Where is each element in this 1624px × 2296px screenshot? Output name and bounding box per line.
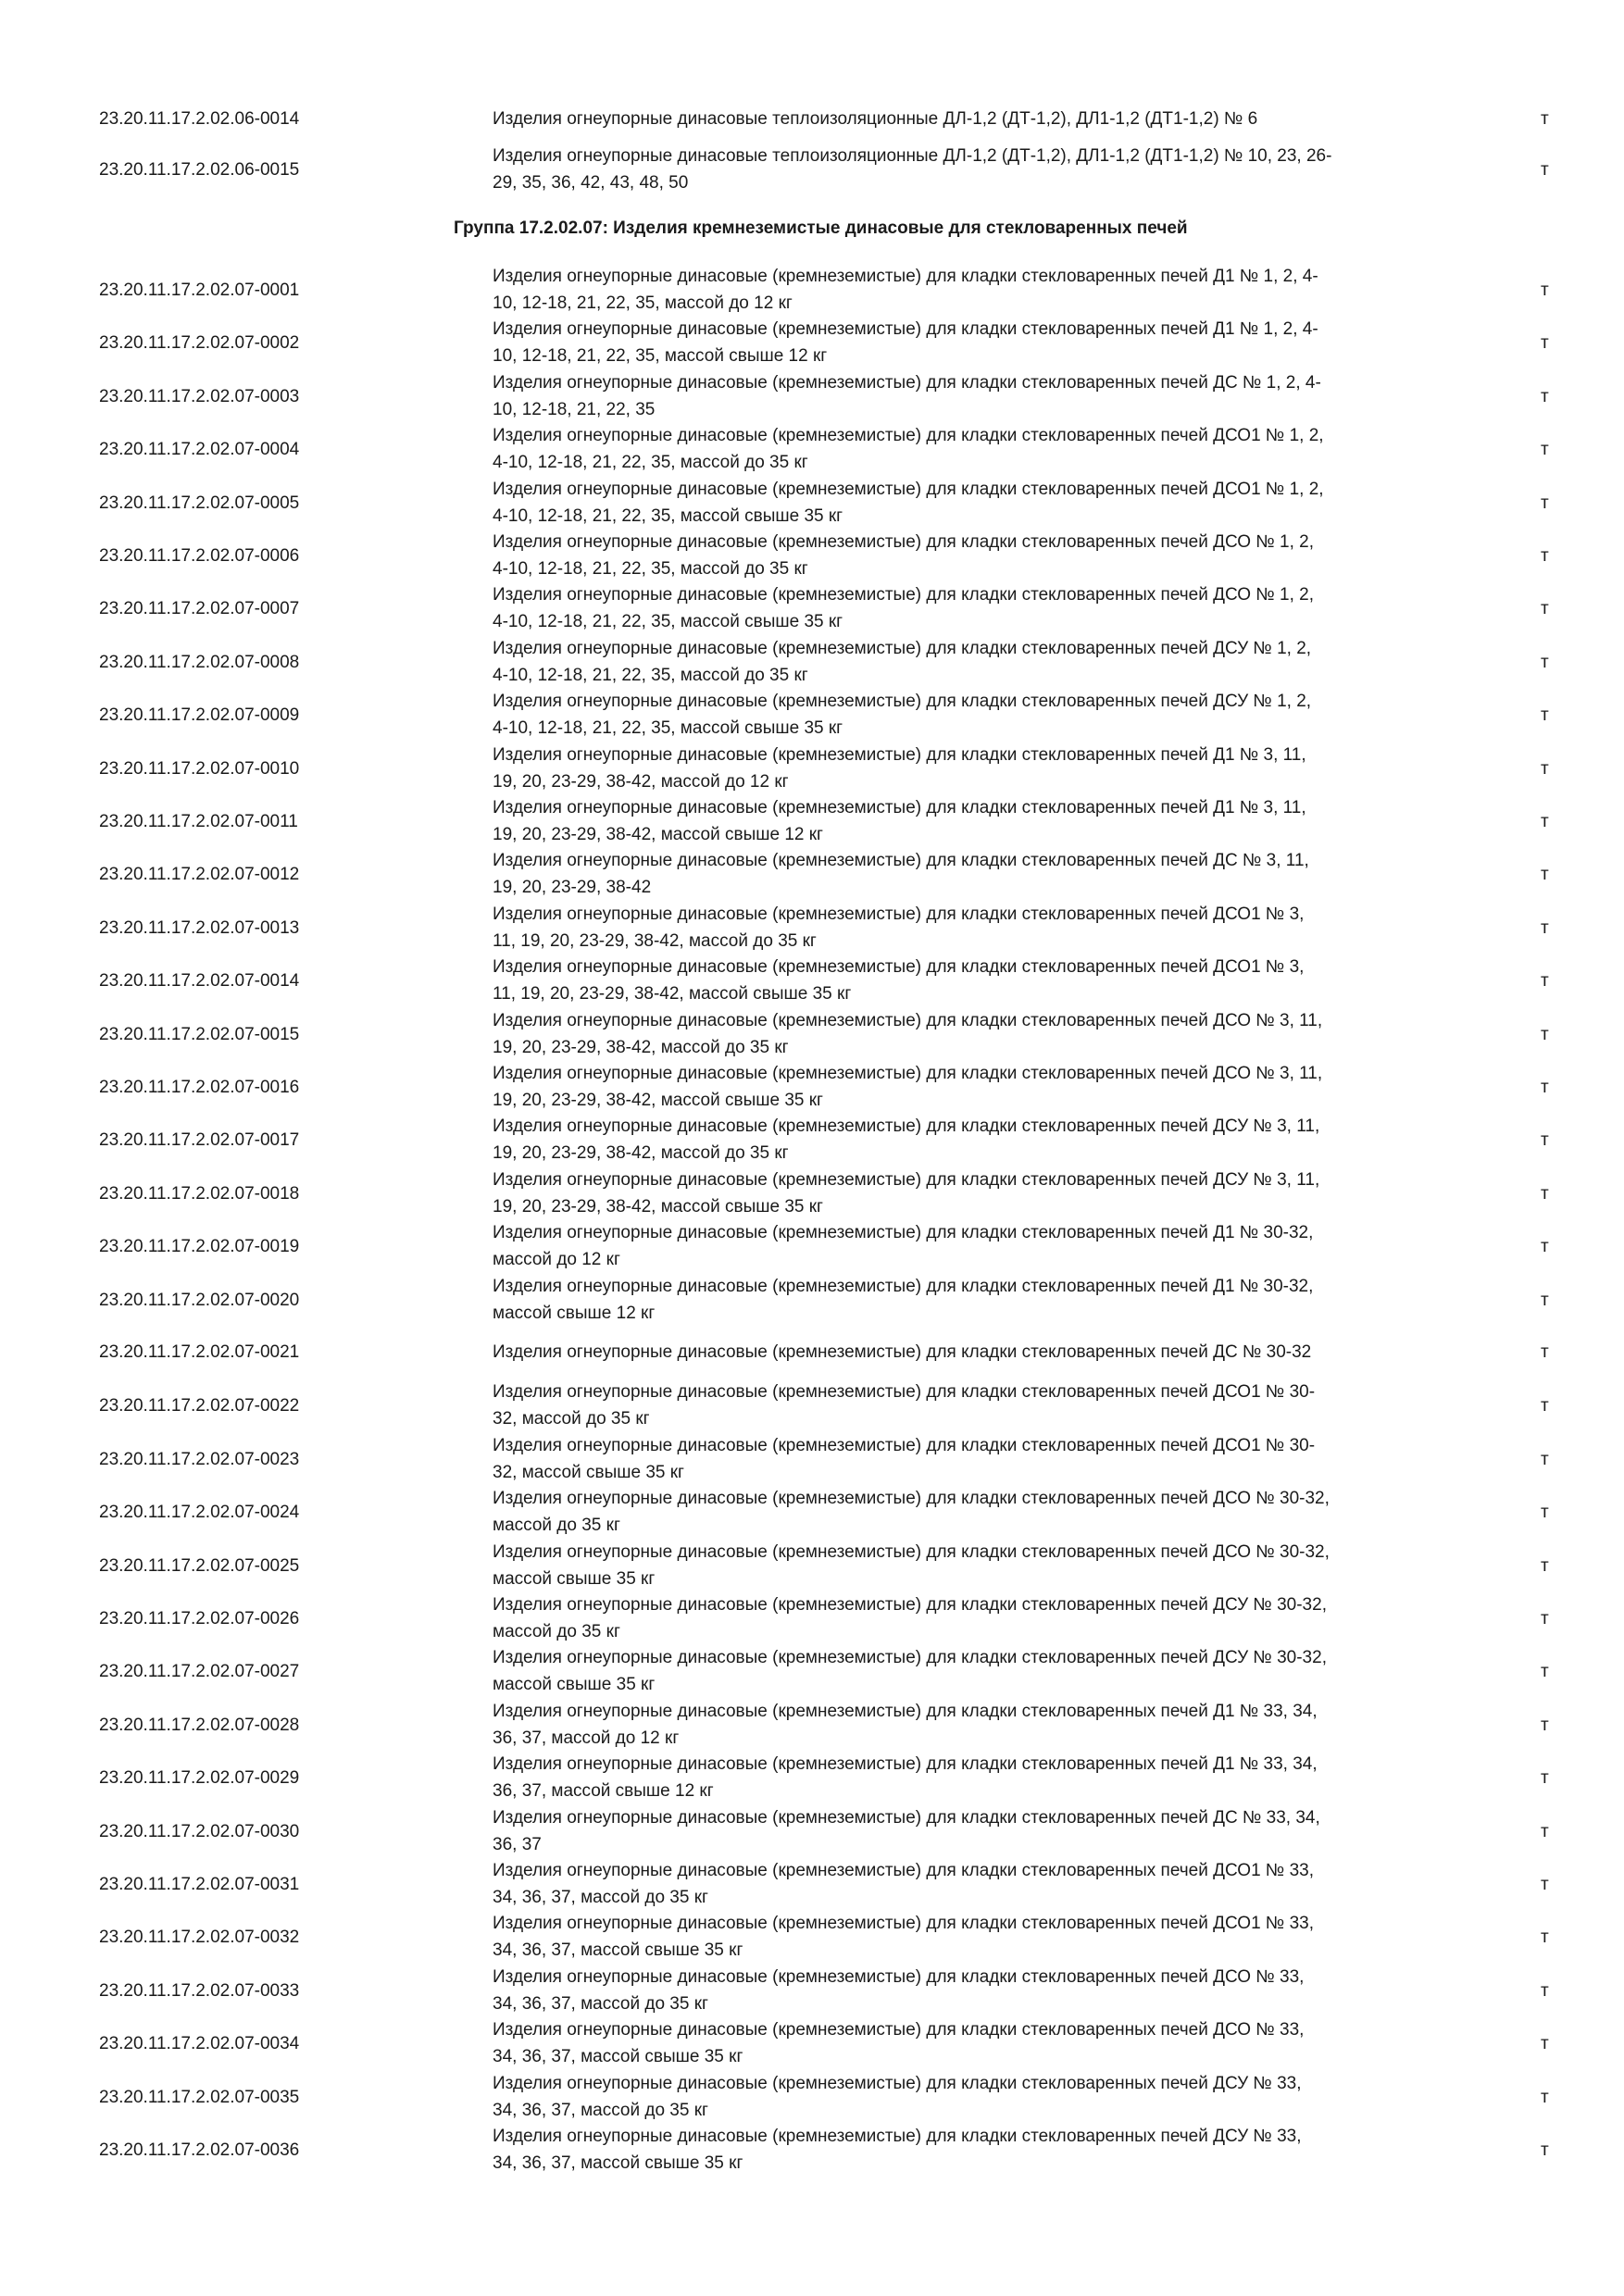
row-code: 23.20.11.17.2.02.07-0021 xyxy=(99,1342,300,1362)
row-code: 23.20.11.17.2.02.07-0017 xyxy=(99,1129,300,1150)
row-unit: т xyxy=(1541,109,1549,129)
row-unit: т xyxy=(1541,1980,1549,2001)
row-unit: т xyxy=(1541,386,1549,406)
row-code: 23.20.11.17.2.02.06-0014 xyxy=(99,109,300,129)
row-description: Изделия огнеупорные динасовые (кремнеземистые) для кладки стекловаренных печей ДС № 33, 34, xyxy=(493,1808,1320,1828)
row-description: Изделия огнеупорные динасовые (кремнеземистые) для кладки стекловаренных печей ДС № 3, 11, xyxy=(493,851,1309,870)
row-description: 34, 36, 37, массой до 35 кг xyxy=(493,1888,708,1907)
row-description: 19, 20, 23-29, 38-42, массой свыше 12 кг xyxy=(493,825,823,844)
row-code: 23.20.11.17.2.02.07-0003 xyxy=(99,386,300,406)
row-code: 23.20.11.17.2.02.06-0015 xyxy=(99,159,300,180)
row-description: 4-10, 12-18, 21, 22, 35, массой свыше 35 кг xyxy=(493,718,843,738)
row-description: Изделия огнеупорные динасовые (кремнеземистые) для кладки стекловаренных печей ДСО № 3, 11, xyxy=(493,1011,1323,1030)
row-description: Изделия огнеупорные динасовые (кремнеземистые) для кладки стекловаренных печей ДСО № 1, 2, xyxy=(493,532,1314,552)
row-code: 23.20.11.17.2.02.07-0007 xyxy=(99,598,300,618)
row-unit: т xyxy=(1541,1236,1549,1256)
row-unit: т xyxy=(1541,1715,1549,1735)
row-code: 23.20.11.17.2.02.07-0005 xyxy=(99,493,300,513)
row-code: 23.20.11.17.2.02.07-0020 xyxy=(99,1290,300,1310)
row-description: Изделия огнеупорные динасовые (кремнеземистые) для кладки стекловаренных печей ДСО1 № 3, xyxy=(493,957,1305,977)
row-unit: т xyxy=(1541,1395,1549,1416)
row-description: Изделия огнеупорные динасовые (кремнеземистые) для кладки стекловаренных печей Д1 № 1, 2, 4- xyxy=(493,267,1318,286)
row-unit: т xyxy=(1541,1767,1549,1788)
row-description: Изделия огнеупорные динасовые (кремнеземистые) для кладки стекловаренных печей ДСУ № 1, 2, xyxy=(493,692,1312,711)
row-code: 23.20.11.17.2.02.07-0001 xyxy=(99,280,300,300)
row-description: Изделия огнеупорные динасовые (кремнеземистые) для кладки стекловаренных печей ДСУ № 30-32, xyxy=(493,1648,1327,1667)
row-description: Изделия огнеупорные динасовые (кремнеземистые) для кладки стекловаренных печей ДСО № 30-32, xyxy=(493,1489,1330,1508)
row-unit: т xyxy=(1541,1874,1549,1894)
row-description: 29, 35, 36, 42, 43, 48, 50 xyxy=(493,173,689,193)
row-unit: т xyxy=(1541,1661,1549,1681)
row-code: 23.20.11.17.2.02.07-0015 xyxy=(99,1024,300,1044)
row-code: 23.20.11.17.2.02.07-0016 xyxy=(99,1077,300,1097)
row-code: 23.20.11.17.2.02.07-0035 xyxy=(99,2087,300,2107)
row-description: Изделия огнеупорные динасовые (кремнеземистые) для кладки стекловаренных печей ДСО № 3, 11, xyxy=(493,1064,1323,1083)
row-description: 19, 20, 23-29, 38-42, массой свыше 35 кг xyxy=(493,1091,823,1110)
row-description: 36, 37, массой до 12 кг xyxy=(493,1728,680,1748)
row-description: Изделия огнеупорные динасовые (кремнеземистые) для кладки стекловаренных печей Д1 № 3, 11, xyxy=(493,798,1306,817)
row-code: 23.20.11.17.2.02.07-0012 xyxy=(99,864,300,884)
row-description: Изделия огнеупорные динасовые (кремнеземистые) для кладки стекловаренных печей ДСО1 № 33, xyxy=(493,1861,1314,1880)
row-code: 23.20.11.17.2.02.07-0025 xyxy=(99,1555,300,1576)
row-unit: т xyxy=(1541,2140,1549,2160)
row-description: Изделия огнеупорные динасовые (кремнеземистые) для кладки стекловаренных печей ДСО1 № 1, 2, xyxy=(493,480,1324,499)
row-description: Изделия огнеупорные динасовые (кремнеземистые) для кладки стекловаренных печей ДСО № 33, xyxy=(493,1967,1305,1987)
row-code: 23.20.11.17.2.02.07-0008 xyxy=(99,652,300,672)
row-description: 19, 20, 23-29, 38-42, массой свыше 35 кг xyxy=(493,1197,823,1217)
row-code: 23.20.11.17.2.02.07-0018 xyxy=(99,1183,300,1204)
row-description: массой до 35 кг xyxy=(493,1516,620,1535)
row-description: Изделия огнеупорные динасовые (кремнеземистые) для кладки стекловаренных печей Д1 № 33, 34, xyxy=(493,1702,1318,1721)
row-description: Изделия огнеупорные динасовые (кремнеземистые) для кладки стекловаренных печей ДСУ № 3, 11, xyxy=(493,1170,1320,1190)
row-code: 23.20.11.17.2.02.07-0019 xyxy=(99,1236,300,1256)
row-unit: т xyxy=(1541,1608,1549,1628)
row-code: 23.20.11.17.2.02.07-0014 xyxy=(99,970,300,991)
row-description: 19, 20, 23-29, 38-42, массой до 35 кг xyxy=(493,1038,789,1057)
row-code: 23.20.11.17.2.02.07-0031 xyxy=(99,1874,300,1894)
row-unit: т xyxy=(1541,2087,1549,2107)
row-description: Изделия огнеупорные динасовые (кремнеземистые) для кладки стекловаренных печей ДСО № 1, 2, xyxy=(493,585,1314,605)
row-description: Изделия огнеупорные динасовые (кремнеземистые) для кладки стекловаренных печей ДСУ № 3, 11, xyxy=(493,1117,1320,1136)
row-code: 23.20.11.17.2.02.07-0034 xyxy=(99,2033,300,2053)
row-description: 36, 37, массой свыше 12 кг xyxy=(493,1781,714,1801)
row-description: 4-10, 12-18, 21, 22, 35, массой до 35 кг xyxy=(493,453,808,472)
row-description: Изделия огнеупорные динасовые теплоизоляционные ДЛ-1,2 (ДТ-1,2), ДЛ1-1,2 (ДТ1-1,2) № 6 xyxy=(493,109,1258,129)
row-unit: т xyxy=(1541,598,1549,618)
row-unit: т xyxy=(1541,1927,1549,1947)
row-description: 19, 20, 23-29, 38-42, массой до 35 кг xyxy=(493,1143,789,1163)
row-code: 23.20.11.17.2.02.07-0006 xyxy=(99,545,300,566)
row-description: 11, 19, 20, 23-29, 38-42, массой свыше 35 кг xyxy=(493,984,852,1004)
row-code: 23.20.11.17.2.02.07-0029 xyxy=(99,1767,300,1788)
row-description: Изделия огнеупорные динасовые (кремнеземистые) для кладки стекловаренных печей Д1 № 3, 11, xyxy=(493,745,1306,765)
row-code: 23.20.11.17.2.02.07-0002 xyxy=(99,332,300,353)
row-code: 23.20.11.17.2.02.07-0009 xyxy=(99,705,300,725)
row-unit: т xyxy=(1541,1821,1549,1841)
row-unit: т xyxy=(1541,811,1549,831)
row-description: 4-10, 12-18, 21, 22, 35, массой до 35 кг xyxy=(493,666,808,685)
row-unit: т xyxy=(1541,758,1549,779)
row-description: 4-10, 12-18, 21, 22, 35, массой свыше 35 кг xyxy=(493,612,843,631)
row-code: 23.20.11.17.2.02.07-0024 xyxy=(99,1502,300,1522)
row-description: 34, 36, 37, массой свыше 35 кг xyxy=(493,2047,743,2066)
row-description: Изделия огнеупорные динасовые (кремнеземистые) для кладки стекловаренных печей ДСО1 № 3, xyxy=(493,905,1305,924)
row-description: 34, 36, 37, массой до 35 кг xyxy=(493,2101,708,2120)
row-unit: т xyxy=(1541,864,1549,884)
row-unit: т xyxy=(1541,970,1549,991)
row-description: массой до 12 кг xyxy=(493,1250,620,1269)
row-unit: т xyxy=(1541,1129,1549,1150)
row-description: Изделия огнеупорные динасовые теплоизоляционные ДЛ-1,2 (ДТ-1,2), ДЛ1-1,2 (ДТ1-1,2) № 10, 23, 26- xyxy=(493,146,1332,166)
row-unit: т xyxy=(1541,1290,1549,1310)
row-description: Изделия огнеупорные динасовые (кремнеземистые) для кладки стекловаренных печей ДСО1 № 30- xyxy=(493,1382,1316,1402)
row-description: 10, 12-18, 21, 22, 35, массой свыше 12 кг xyxy=(493,346,828,366)
row-code: 23.20.11.17.2.02.07-0010 xyxy=(99,758,300,779)
row-description: 10, 12-18, 21, 22, 35 xyxy=(493,400,656,419)
row-code: 23.20.11.17.2.02.07-0036 xyxy=(99,2140,300,2160)
row-code: 23.20.11.17.2.02.07-0028 xyxy=(99,1715,300,1735)
row-unit: т xyxy=(1541,545,1549,566)
row-description: Изделия огнеупорные динасовые (кремнеземистые) для кладки стекловаренных печей ДСО № 30-32, xyxy=(493,1542,1330,1562)
row-unit: т xyxy=(1541,652,1549,672)
row-unit: т xyxy=(1541,332,1549,353)
row-unit: т xyxy=(1541,1342,1549,1362)
row-description: 10, 12-18, 21, 22, 35, массой до 12 кг xyxy=(493,293,793,313)
row-code: 23.20.11.17.2.02.07-0027 xyxy=(99,1661,300,1681)
row-description: 19, 20, 23-29, 38-42 xyxy=(493,878,652,897)
row-unit: т xyxy=(1541,917,1549,938)
row-unit: т xyxy=(1541,2033,1549,2053)
row-code: 23.20.11.17.2.02.07-0013 xyxy=(99,917,300,938)
row-description: Изделия огнеупорные динасовые (кремнеземистые) для кладки стекловаренных печей ДСО1 № 33, xyxy=(493,1914,1314,1933)
row-code: 23.20.11.17.2.02.07-0022 xyxy=(99,1395,300,1416)
row-description: 4-10, 12-18, 21, 22, 35, массой до 35 кг xyxy=(493,559,808,579)
row-description: 11, 19, 20, 23-29, 38-42, массой до 35 кг xyxy=(493,931,817,951)
row-unit: т xyxy=(1541,1502,1549,1522)
row-description: массой до 35 кг xyxy=(493,1622,620,1641)
row-unit: т xyxy=(1541,705,1549,725)
row-description: Изделия огнеупорные динасовые (кремнеземистые) для кладки стекловаренных печей ДСУ № 30-32, xyxy=(493,1595,1327,1615)
row-description: Изделия огнеупорные динасовые (кремнеземистые) для кладки стекловаренных печей ДС № 30-32 xyxy=(493,1342,1312,1362)
row-description: Изделия огнеупорные динасовые (кремнеземистые) для кладки стекловаренных печей ДСО1 № 30- xyxy=(493,1436,1316,1455)
row-description: 36, 37 xyxy=(493,1835,542,1854)
row-unit: т xyxy=(1541,1183,1549,1204)
row-description: Изделия огнеупорные динасовые (кремнеземистые) для кладки стекловаренных печей ДСУ № 33, xyxy=(493,2127,1302,2146)
row-code: 23.20.11.17.2.02.07-0023 xyxy=(99,1449,300,1469)
row-code: 23.20.11.17.2.02.07-0033 xyxy=(99,1980,300,2001)
row-description: 19, 20, 23-29, 38-42, массой до 12 кг xyxy=(493,772,789,792)
row-description: массой свыше 35 кг xyxy=(493,1675,656,1694)
row-description: Изделия огнеупорные динасовые (кремнеземистые) для кладки стекловаренных печей ДСУ № 1, 2, xyxy=(493,639,1312,658)
row-description: массой свыше 12 кг xyxy=(493,1304,656,1323)
row-code: 23.20.11.17.2.02.07-0030 xyxy=(99,1821,300,1841)
row-code: 23.20.11.17.2.02.07-0011 xyxy=(99,811,298,831)
row-code: 23.20.11.17.2.02.07-0026 xyxy=(99,1608,300,1628)
row-description: 4-10, 12-18, 21, 22, 35, массой свыше 35 кг xyxy=(493,506,843,526)
row-unit: т xyxy=(1541,1555,1549,1576)
row-description: 34, 36, 37, массой до 35 кг xyxy=(493,1994,708,2014)
row-description: 34, 36, 37, массой свыше 35 кг xyxy=(493,1940,743,1960)
row-code: 23.20.11.17.2.02.07-0004 xyxy=(99,439,300,459)
row-unit: т xyxy=(1541,439,1549,459)
row-unit: т xyxy=(1541,280,1549,300)
row-description: массой свыше 35 кг xyxy=(493,1569,656,1589)
row-description: 32, массой свыше 35 кг xyxy=(493,1463,684,1482)
row-description: Изделия огнеупорные динасовые (кремнеземистые) для кладки стекловаренных печей Д1 № 33, 34, xyxy=(493,1754,1318,1774)
row-unit: т xyxy=(1541,1077,1549,1097)
row-code: 23.20.11.17.2.02.07-0032 xyxy=(99,1927,300,1947)
row-description: Изделия огнеупорные динасовые (кремнеземистые) для кладки стекловаренных печей Д1 № 1, 2, 4- xyxy=(493,319,1318,339)
row-description: Изделия огнеупорные динасовые (кремнеземистые) для кладки стекловаренных печей ДС № 1, 2, 4- xyxy=(493,373,1321,393)
row-description: 32, массой до 35 кг xyxy=(493,1409,650,1429)
row-description: Изделия огнеупорные динасовые (кремнеземистые) для кладки стекловаренных печей Д1 № 30-32, xyxy=(493,1223,1314,1242)
row-description: Изделия огнеупорные динасовые (кремнеземистые) для кладки стекловаренных печей ДСО1 № 1, 2, xyxy=(493,426,1324,445)
row-unit: т xyxy=(1541,1024,1549,1044)
row-description: Изделия огнеупорные динасовые (кремнеземистые) для кладки стекловаренных печей Д1 № 30-32, xyxy=(493,1277,1314,1296)
row-description: 34, 36, 37, массой свыше 35 кг xyxy=(493,2153,743,2173)
row-unit: т xyxy=(1541,1449,1549,1469)
row-description: Изделия огнеупорные динасовые (кремнеземистые) для кладки стекловаренных печей ДСО № 33, xyxy=(493,2020,1305,2040)
row-unit: т xyxy=(1541,493,1549,513)
row-unit: т xyxy=(1541,159,1549,180)
row-description: Изделия огнеупорные динасовые (кремнеземистые) для кладки стекловаренных печей ДСУ № 33, xyxy=(493,2074,1302,2093)
group-title: Группа 17.2.02.07: Изделия кремнеземистые динасовые для стекловаренных печей xyxy=(454,218,1188,238)
